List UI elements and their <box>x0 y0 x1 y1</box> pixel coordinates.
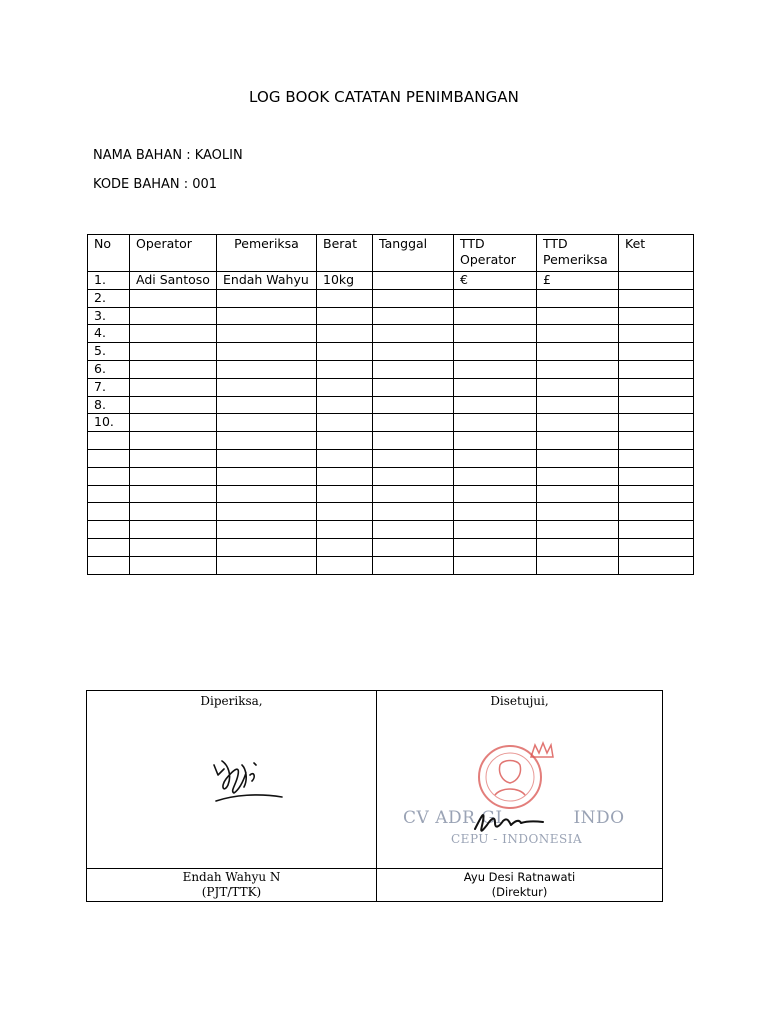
cell-ttd-pemeriksa <box>537 414 619 432</box>
cell-berat <box>317 307 373 325</box>
cell-tanggal <box>373 467 454 485</box>
table-header-row <box>88 235 694 272</box>
stamp-text-city: CEPU - INDONESIA <box>451 832 583 846</box>
cell-operator <box>130 307 217 325</box>
cell-tanggal <box>373 503 454 521</box>
cell-berat <box>317 432 373 450</box>
cell-ttd-pemeriksa <box>537 396 619 414</box>
signature-cell-diperiksa <box>87 691 377 869</box>
cell-ttd-operator <box>454 378 537 396</box>
cell-berat <box>317 467 373 485</box>
col-header-no: No <box>88 235 130 272</box>
table-row <box>88 503 694 521</box>
cell-pemeriksa <box>217 325 317 343</box>
cell-ket <box>619 432 694 450</box>
cell-ttd-pemeriksa <box>537 521 619 539</box>
handwritten-signature-endah <box>194 735 300 827</box>
cell-ket <box>619 521 694 539</box>
cell-ttd-operator <box>454 538 537 556</box>
log-table <box>87 234 694 575</box>
table-row <box>88 378 694 396</box>
cell-berat <box>317 378 373 396</box>
cell-no: 8. <box>88 396 130 414</box>
cell-ttd-operator <box>454 289 537 307</box>
cell-ket <box>619 325 694 343</box>
signatory-name-endah: Endah Wahyu N <box>182 870 281 884</box>
col-header-tanggal: Tanggal <box>373 235 454 272</box>
cell-operator <box>130 325 217 343</box>
cell-ttd-operator <box>454 360 537 378</box>
col-header-ttd-pemeriksa: TTD Pemeriksa <box>537 235 619 272</box>
cell-operator <box>130 414 217 432</box>
cell-operator <box>130 449 217 467</box>
cell-ttd-pemeriksa <box>537 503 619 521</box>
cell-ket <box>619 414 694 432</box>
cell-no <box>88 432 130 450</box>
cell-ttd-operator <box>454 467 537 485</box>
cell-ket <box>619 360 694 378</box>
cell-berat <box>317 521 373 539</box>
nama-bahan: NAMA BAHAN : KAOLIN <box>93 148 243 163</box>
cell-ttd-pemeriksa <box>537 538 619 556</box>
cell-pemeriksa <box>217 503 317 521</box>
table-row <box>88 432 694 450</box>
cell-ttd-operator <box>454 503 537 521</box>
cell-berat <box>317 503 373 521</box>
log-table-body <box>88 272 694 575</box>
cell-berat <box>317 325 373 343</box>
col-header-ttd-operator: TTD Operator <box>454 235 537 272</box>
cell-ttd-pemeriksa <box>537 289 619 307</box>
cell-no <box>88 556 130 574</box>
cell-ket <box>619 485 694 503</box>
cell-ket <box>619 307 694 325</box>
cell-berat <box>317 343 373 361</box>
cell-no: 6. <box>88 360 130 378</box>
table-row <box>88 325 694 343</box>
cell-ttd-operator <box>454 556 537 574</box>
cell-tanggal <box>373 343 454 361</box>
cell-berat <box>317 449 373 467</box>
cell-pemeriksa <box>217 343 317 361</box>
cell-ttd-operator <box>454 432 537 450</box>
cell-no <box>88 467 130 485</box>
cell-ttd-pemeriksa <box>537 343 619 361</box>
cell-berat <box>317 538 373 556</box>
cell-ttd-operator <box>454 485 537 503</box>
cell-operator <box>130 378 217 396</box>
cell-no: 5. <box>88 343 130 361</box>
table-row <box>88 396 694 414</box>
cell-pemeriksa: Endah Wahyu <box>217 272 317 290</box>
cell-pemeriksa <box>217 307 317 325</box>
table-row <box>88 538 694 556</box>
cell-ttd-operator <box>454 325 537 343</box>
cell-berat: 10kg <box>317 272 373 290</box>
cell-tanggal <box>373 432 454 450</box>
col-header-operator: Operator <box>130 235 217 272</box>
cell-operator <box>130 521 217 539</box>
cell-ket <box>619 449 694 467</box>
cell-tanggal <box>373 307 454 325</box>
table-row <box>88 467 694 485</box>
cell-pemeriksa <box>217 432 317 450</box>
cell-ttd-pemeriksa <box>537 360 619 378</box>
cell-ket <box>619 289 694 307</box>
cell-berat <box>317 360 373 378</box>
cell-berat <box>317 289 373 307</box>
cell-ket <box>619 467 694 485</box>
cell-ttd-operator <box>454 449 537 467</box>
cell-no <box>88 485 130 503</box>
cell-operator <box>130 503 217 521</box>
cell-ttd-pemeriksa: £ <box>537 272 619 290</box>
table-row <box>88 272 694 290</box>
cell-ttd-operator <box>454 343 537 361</box>
cell-tanggal <box>373 556 454 574</box>
cell-pemeriksa <box>217 449 317 467</box>
signatory-role-pjt: (PJT/TTK) <box>201 885 262 899</box>
table-row <box>88 360 694 378</box>
stamp-text-company: CV ADR GI INDO <box>403 808 625 828</box>
cell-tanggal <box>373 289 454 307</box>
cell-tanggal <box>373 414 454 432</box>
cell-ttd-pemeriksa <box>537 556 619 574</box>
cell-operator: Adi Santoso <box>130 272 217 290</box>
col-header-berat: Berat <box>317 235 373 272</box>
cell-no: 4. <box>88 325 130 343</box>
cell-operator <box>130 485 217 503</box>
signatory-name-ayu: Ayu Desi Ratnawati <box>463 870 576 884</box>
cell-no <box>88 538 130 556</box>
cell-berat <box>317 556 373 574</box>
signatory-role-direktur: (Direktur) <box>491 885 548 899</box>
cell-pemeriksa <box>217 378 317 396</box>
cell-ttd-pemeriksa <box>537 325 619 343</box>
table-row <box>88 343 694 361</box>
cell-tanggal <box>373 396 454 414</box>
cell-ket <box>619 396 694 414</box>
cell-berat <box>317 414 373 432</box>
cell-pemeriksa <box>217 538 317 556</box>
cell-tanggal <box>373 485 454 503</box>
cell-berat <box>317 485 373 503</box>
cell-no: 10. <box>88 414 130 432</box>
table-row <box>88 289 694 307</box>
cell-pemeriksa <box>217 414 317 432</box>
col-header-ket: Ket <box>619 235 694 272</box>
signature-table <box>86 690 663 902</box>
signature-heading-disetujui: Disetujui, <box>490 694 549 708</box>
cell-tanggal <box>373 325 454 343</box>
cell-operator <box>130 556 217 574</box>
cell-ttd-pemeriksa <box>537 467 619 485</box>
cell-operator <box>130 360 217 378</box>
signature-cell-disetujui <box>377 691 663 869</box>
cell-ttd-pemeriksa <box>537 449 619 467</box>
table-row <box>88 485 694 503</box>
cell-ttd-operator <box>454 521 537 539</box>
col-header-pemeriksa: Pemeriksa <box>217 235 317 272</box>
table-row <box>88 449 694 467</box>
cell-ttd-operator <box>454 307 537 325</box>
table-row <box>88 414 694 432</box>
cell-no: 3. <box>88 307 130 325</box>
cell-ket <box>619 556 694 574</box>
cell-no <box>88 503 130 521</box>
cell-pemeriksa <box>217 360 317 378</box>
cell-tanggal <box>373 538 454 556</box>
signatory-block-ayu <box>377 869 663 902</box>
cell-pemeriksa <box>217 556 317 574</box>
cell-ttd-pemeriksa <box>537 485 619 503</box>
cell-operator <box>130 432 217 450</box>
table-row <box>88 556 694 574</box>
cell-no <box>88 521 130 539</box>
table-row <box>88 307 694 325</box>
cell-no: 7. <box>88 378 130 396</box>
cell-operator <box>130 467 217 485</box>
cell-ttd-pemeriksa <box>537 378 619 396</box>
cell-tanggal <box>373 521 454 539</box>
cell-ket <box>619 378 694 396</box>
cell-operator <box>130 396 217 414</box>
cell-no: 2. <box>88 289 130 307</box>
cell-ttd-operator <box>454 396 537 414</box>
cell-pemeriksa <box>217 467 317 485</box>
cell-operator <box>130 538 217 556</box>
cell-operator <box>130 343 217 361</box>
cell-pemeriksa <box>217 396 317 414</box>
cell-no: 1. <box>88 272 130 290</box>
signatory-block-endah <box>87 869 377 902</box>
cell-ttd-pemeriksa <box>537 307 619 325</box>
cell-ket <box>619 538 694 556</box>
cell-pemeriksa <box>217 521 317 539</box>
cell-ket <box>619 343 694 361</box>
signature-heading-diperiksa: Diperiksa, <box>200 694 263 708</box>
cell-operator <box>130 289 217 307</box>
cell-tanggal <box>373 272 454 290</box>
document-title: LOG BOOK CATATAN PENIMBANGAN <box>249 88 519 106</box>
company-stamp <box>403 735 633 855</box>
cell-ttd-operator: € <box>454 272 537 290</box>
cell-ttd-operator <box>454 414 537 432</box>
cell-tanggal <box>373 378 454 396</box>
cell-berat <box>317 396 373 414</box>
cell-pemeriksa <box>217 485 317 503</box>
cell-pemeriksa <box>217 289 317 307</box>
kode-bahan: KODE BAHAN : 001 <box>93 177 218 192</box>
cell-ket <box>619 272 694 290</box>
cell-tanggal <box>373 449 454 467</box>
cell-ttd-pemeriksa <box>537 432 619 450</box>
cell-ket <box>619 503 694 521</box>
table-row <box>88 521 694 539</box>
cell-no <box>88 449 130 467</box>
cell-tanggal <box>373 360 454 378</box>
